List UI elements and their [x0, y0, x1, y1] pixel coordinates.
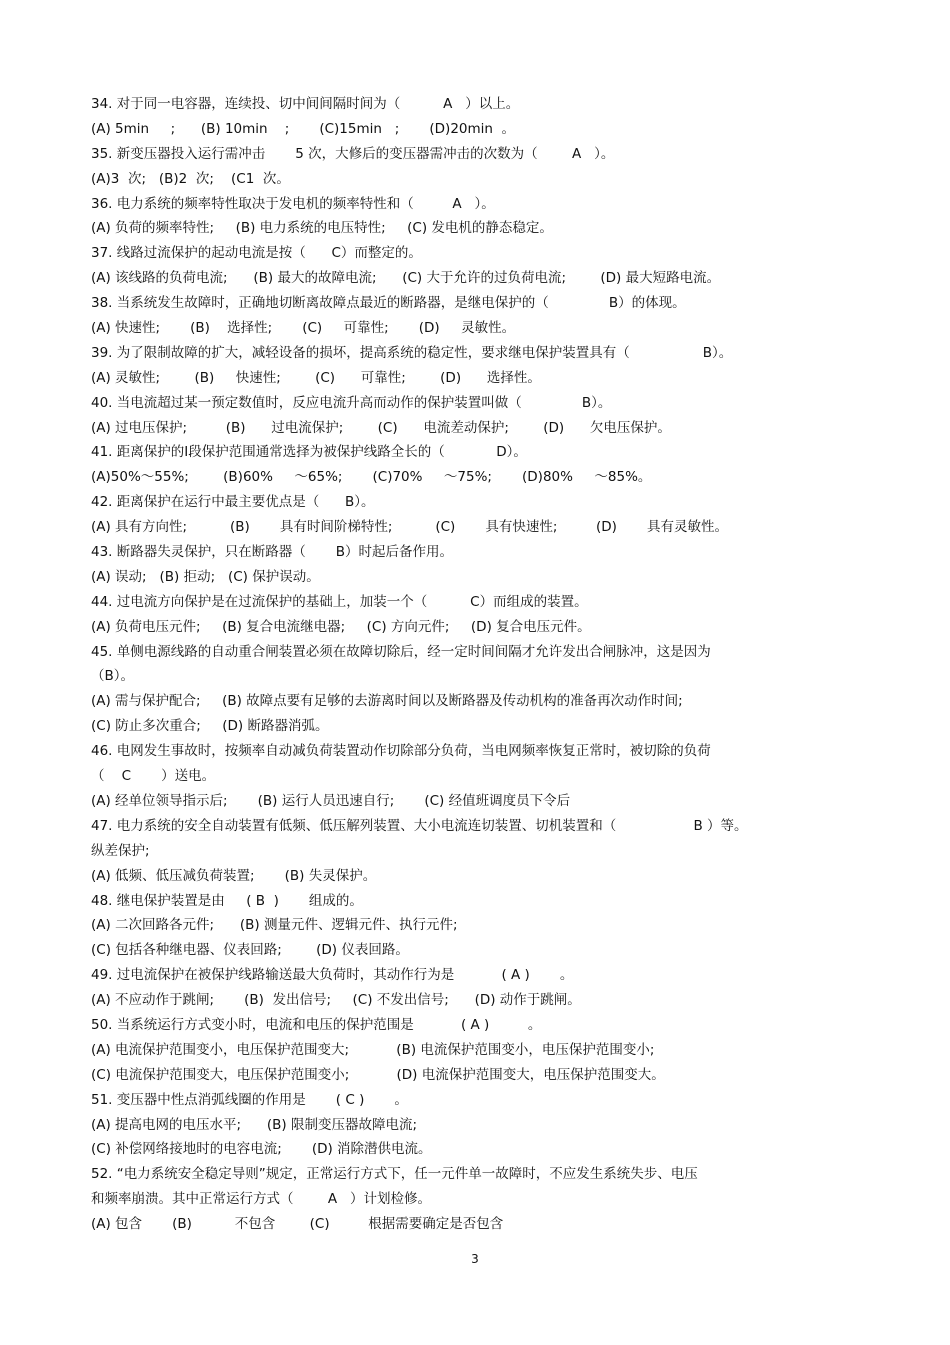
- question-text-line: 50. 当系统运行方式变小时，电流和电压的保护范围是 ( A ) 。: [91, 1016, 542, 1033]
- answer-options-line: (A) 负荷电压元件; (B) 复合电流继电器; (C) 方向元件; (D) 复合电压元件。: [91, 618, 591, 635]
- answer-options-line: (A) 包含 (B) 不包含 (C) 根据需要确定是否包含: [91, 1216, 504, 1233]
- answer-options-line: (A) 过电压保护; (B) 过电流保护; (C) 电流差动保护; (D) 欠电压保护。: [91, 419, 671, 436]
- question-text-line: 40. 当电流超过某一预定数值时，反应电流升高而动作的保护装置叫做（ B）。: [91, 394, 612, 411]
- question-text-line: 43. 断路器失灵保护，只在断路器（ B）时起后备作用。: [91, 544, 454, 561]
- question-list: [91, 92, 871, 1237]
- page-number: 3: [471, 1252, 479, 1266]
- answer-options-line: (A) 需与保护配合; (B) 故障点要有足够的去游离时间以及断路器及传动机构的准备再次动作时间;: [91, 693, 683, 710]
- answer-options-line: (A)3 次; (B)2 次; (C1 次。: [91, 170, 290, 187]
- answer-options-line: (C) 包括各种继电器、仪表回路; (D) 仪表回路。: [91, 942, 409, 959]
- question-text-line: 42. 距离保护在运行中最主要优点是（ B）。: [91, 494, 375, 511]
- question-text-line: 41. 距离保护的Ⅰ段保护范围通常选择为被保护线路全长的（ D）。: [91, 444, 527, 461]
- question-text-line: 39. 为了限制故障的扩大，减轻设备的损坏，提高系统的稳定性，要求继电保护装置具有（ B）。: [91, 344, 733, 361]
- answer-options-line: (A) 电流保护范围变小，电压保护范围变大; (B) 电流保护范围变小，电压保护范围变小;: [91, 1041, 655, 1058]
- answer-options-line: (C) 防止多次重合; (D) 断路器消弧。: [91, 718, 329, 735]
- question-text-line: 34. 对于同一电容器，连续投、切中间间隔时间为（ A ）以上。: [91, 96, 520, 112]
- question-text-line: 和频率崩溃。其中正常运行方式（ A ）计划检修。: [91, 1191, 431, 1208]
- question-text-line: 52. “电力系统安全稳定导则”规定，正常运行方式下，任一元件单一故障时，不应发生系统失步、电压: [91, 1166, 698, 1183]
- answer-options-line: (A) 快速性; (B) 选择性; (C) 可靠性; (D) 灵敏性。: [91, 320, 516, 337]
- answer-options-line: (A) 经单位领导指示后; (B) 运行人员迅速自行; (C) 经值班调度员下令后: [91, 792, 571, 809]
- question-text-line: 38. 当系统发生故障时，正确地切断离故障点最近的断路器，是继电保护的（ B）的体现。: [91, 295, 686, 312]
- question-text-line: 45. 单侧电源线路的自动重合闸装置必须在故障切除后，经一定时间间隔才允许发出合闸脉冲，这是因为: [91, 643, 711, 660]
- question-text-line: 46. 电网发生事故时，按频率自动减负荷装置动作切除部分负荷，当电网频率恢复正常时，被切除的负荷: [91, 743, 711, 760]
- answer-options-line: (A) 5min ; (B) 10min ; (C)15min ; (D)20min 。: [91, 120, 516, 137]
- answer-options-line: (A)50%～55%; (B)60% ～65%; (C)70% ～75%; (D)80% ～85%。: [91, 469, 652, 486]
- question-text-line: 纵差保护;: [91, 842, 150, 859]
- question-text-line: 51. 变压器中性点消弧线圈的作用是 ( C ) 。: [91, 1091, 408, 1108]
- question-text-line: 48. 继电保护装置是由 ( B ) 组成的。: [91, 892, 363, 909]
- answer-options-line: (C) 补偿网络接地时的电容电流; (D) 消除潜供电流。: [91, 1141, 432, 1158]
- answer-options-line: (A) 二次回路各元件; (B) 测量元件、逻辑元件、执行元件;: [91, 917, 458, 934]
- answer-options-line: (A) 误动; (B) 拒动; (C) 保护误动。: [91, 568, 320, 585]
- question-text-line: 49. 过电流保护在被保护线路输送最大负荷时，其动作行为是 ( A ) 。: [91, 967, 574, 984]
- answer-options-line: (C) 电流保护范围变大，电压保护范围变小; (D) 电流保护范围变大，电压保护范围变大。: [91, 1066, 665, 1083]
- answer-options-line: (A) 负荷的频率特性; (B) 电力系统的电压特性; (C) 发电机的静态稳定。: [91, 220, 553, 237]
- answer-options-line: (A) 不应动作于跳闸; (B) 发出信号; (C) 不发出信号; (D) 动作于跳闸。: [91, 992, 581, 1009]
- answer-options-line: (A) 具有方向性; (B) 具有时间阶梯特性; (C) 具有快速性; (D) 具有灵敏性。: [91, 519, 728, 536]
- question-text-line: 47. 电力系统的安全自动装置有低频、低压解列装置、大小电流连切装置、切机装置和（ B ）等。: [91, 817, 748, 834]
- question-text-line: 35. 新变压器投入运行需冲击 5 次，大修后的变压器需冲击的次数为（ A ）。: [91, 145, 615, 162]
- answer-options-line: (A) 该线路的负荷电流; (B) 最大的故障电流; (C) 大于允许的过负荷电流; (D) 最大短路电流。: [91, 270, 721, 287]
- answer-options-line: (A) 提高电网的电压水平; (B) 限制变压器故障电流;: [91, 1116, 417, 1133]
- question-text-line: 36. 电力系统的频率特性取决于发电机的频率特性和（ A ）。: [91, 195, 495, 212]
- answer-options-line: (A) 低频、低压减负荷装置; (B) 失灵保护。: [91, 867, 377, 884]
- question-text-line: 44. 过电流方向保护是在过流保护的基础上，加装一个（ C）而组成的装置。: [91, 593, 588, 610]
- question-text-line: （ C ）送电。: [91, 768, 216, 785]
- question-text-line: （B）。: [91, 668, 135, 685]
- question-text-line: 37. 线路过流保护的起动电流是按（ C）而整定的。: [91, 245, 422, 262]
- answer-options-line: (A) 灵敏性; (B) 快速性; (C) 可靠性; (D) 选择性。: [91, 369, 541, 386]
